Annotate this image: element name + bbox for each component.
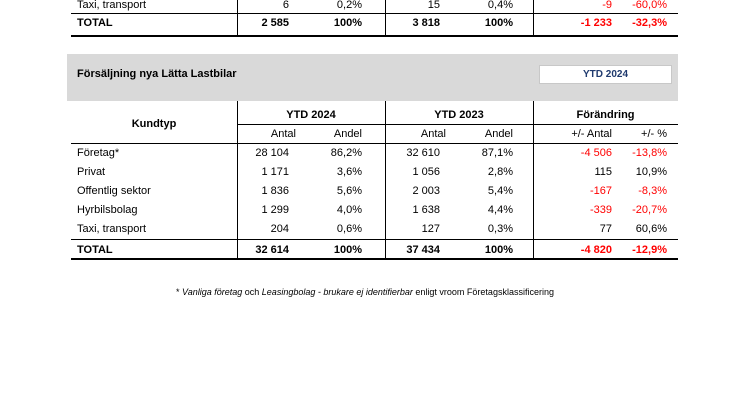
header-bottom-rule [71,143,678,144]
section-title: Försäljning nya Lätta Lastbilar [77,68,237,80]
total-label: TOTAL [77,244,113,256]
total-andel-2024: 100% [333,17,362,29]
header-mid-rule-2 [385,124,533,125]
cell-diff-pct: -20,7% [632,204,667,216]
row-label: Hyrbilsbolag [77,204,138,216]
cell-diff-pct: -8,3% [638,185,667,197]
cell-antal-2024: 28 104 [255,147,289,159]
period-badge: YTD 2024 [539,65,672,84]
cell-antal-2023: 15 [427,0,440,11]
row-label: Företag* [77,147,120,159]
subheader-andel-2023: Andel [484,128,513,140]
cell-diff-pct: 60,6% [635,223,667,235]
cell-antal-2023: 1 056 [412,166,440,178]
cell-andel-2024: 86,2% [330,147,362,159]
footnote-star: * [176,287,180,297]
total-top-rule [71,239,678,240]
header-mid-rule-3 [533,124,678,125]
row-label: Privat [77,166,106,178]
subheader-andel-2024: Andel [333,128,362,140]
footnote-part-2: och [244,287,260,297]
header-forandring: Förändring [576,109,635,121]
cell-diff-antal: 115 [594,166,612,178]
cell-andel-2023: 0,4% [487,0,513,11]
total-antal-2023: 37 434 [406,244,440,256]
cell-diff-antal: -167 [589,185,612,197]
cell-diff-antal: -4 506 [580,147,612,159]
row-label: Taxi, transport [77,223,147,235]
cell-antal-2024: 204 [270,223,289,235]
cell-diff-antal: -339 [589,204,612,216]
cell-antal-2024: 1 299 [261,204,289,216]
cell-antal-2023: 1 638 [412,204,440,216]
footnote-part-4: enligt vroom Företagsklassificering [415,287,554,297]
row-label: Offentlig sektor [77,185,151,197]
cell-antal-2023: 32 610 [406,147,440,159]
cell-andel-2023: 0,3% [487,223,513,235]
cell-andel-2023: 5,4% [487,185,513,197]
footnote [176,287,554,298]
footnote-part-1: Vanliga företag [182,287,243,297]
total-label: TOTAL [77,17,113,29]
cell-andel-2024: 3,6% [336,166,362,178]
total-antal-2023: 3 818 [412,17,440,29]
cell-antal-2023: 2 003 [412,185,440,197]
cell-antal-2024: 6 [282,0,289,11]
cell-diff-antal: 77 [599,223,612,235]
top-bottom-rule [71,35,678,37]
cell-andel-2023: 2,8% [487,166,513,178]
table-bottom-rule [71,258,678,260]
cell-andel-2024: 0,6% [336,223,362,235]
header-kundtyp: Kundtyp [131,118,177,130]
subheader-antal-2023: Antal [420,128,446,140]
cell-andel-2024: 4,0% [336,204,362,216]
subheader-diff-antal: +/- Antal [571,128,612,140]
cell-diff-pct: -60,0% [632,0,667,11]
top-total-rule [71,13,678,14]
total-andel-2024: 100% [333,244,362,256]
top-col-divider-1 [237,0,238,36]
total-antal-2024: 32 614 [255,244,289,256]
subheader-antal-2024: Antal [270,128,296,140]
total-antal-2024: 2 585 [261,17,289,29]
footnote-part-3: Leasingbolag - brukare ej identifierbar [261,287,413,297]
total-diff-pct: -32,3% [632,17,667,29]
cell-andel-2023: 4,4% [487,204,513,216]
cell-diff-pct: -13,8% [632,147,667,159]
header-ytd-2024: YTD 2024 [286,109,336,121]
cell-diff-pct: 10,9% [635,166,667,178]
subheader-diff-pct: +/- % [641,128,667,140]
cell-antal-2023: 127 [421,223,440,235]
total-diff-pct: -12,9% [632,244,667,256]
header-ytd-2023: YTD 2023 [434,109,484,121]
top-col-divider-3 [533,0,534,36]
total-diff-antal: -1 233 [580,17,612,29]
total-diff-antal: -4 820 [580,244,612,256]
header-mid-rule-1 [237,124,385,125]
cell-antal-2024: 1 171 [261,166,289,178]
cell-andel-2024: 5,6% [336,185,362,197]
cell-andel-2024: 0,2% [336,0,362,11]
total-andel-2023: 100% [484,17,513,29]
row-label: Taxi, transport [77,0,147,11]
cell-antal-2024: 1 836 [261,185,289,197]
cell-diff-antal: -9 [602,0,612,11]
total-andel-2023: 100% [484,244,513,256]
cell-andel-2023: 87,1% [481,147,513,159]
